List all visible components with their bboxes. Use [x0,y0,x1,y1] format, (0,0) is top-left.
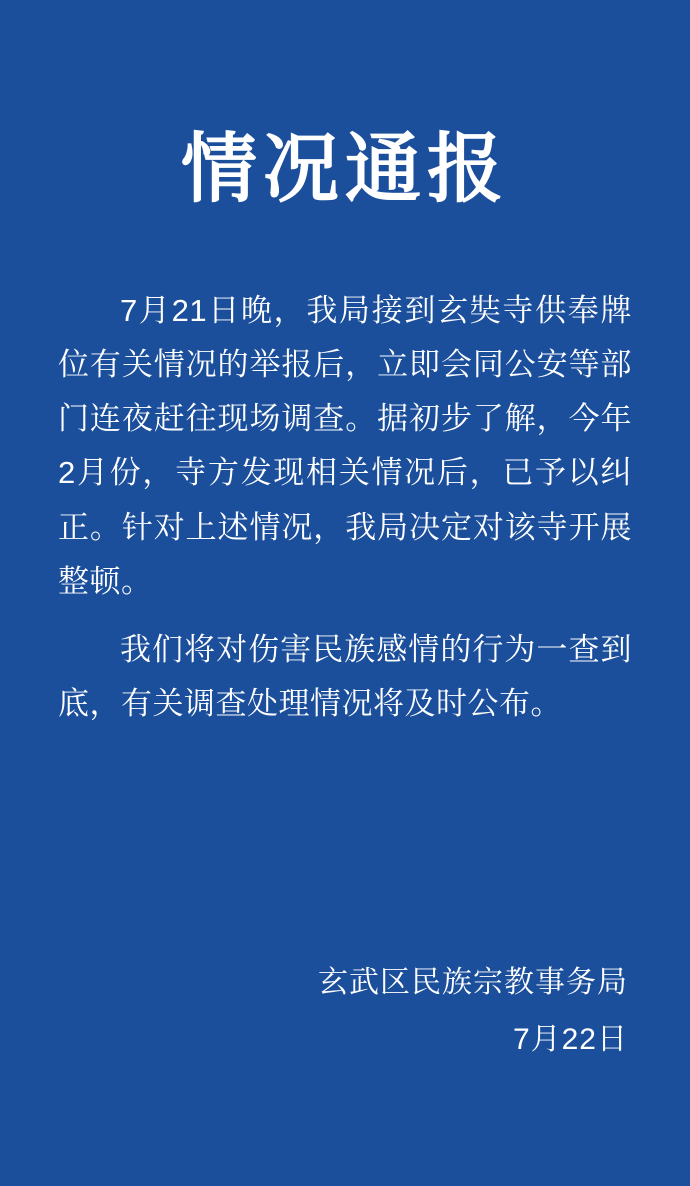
title-block [0,0,690,212]
notice-paragraph-2: 我们将对伤害民族感情的行为一查到底，有关调查处理情况将及时公布。 [58,632,632,722]
notice-body [0,284,690,732]
notice-paragraph-1: 7月21日晚，我局接到玄奘寺供奉牌位有关情况的举报后，立即会同公安等部门连夜赶往现场调查。据初步了解，今年2月份，寺方发现相关情况后，已予以纠正。针对上述情况，我局决定对该寺开展整顿。 [58,292,632,599]
signature-organization: 玄武区民族宗教事务局 [318,966,628,999]
page-title: 情况通报 [181,127,509,212]
signature-date: 7月22日 [512,1023,628,1056]
signature-block [0,954,690,1186]
